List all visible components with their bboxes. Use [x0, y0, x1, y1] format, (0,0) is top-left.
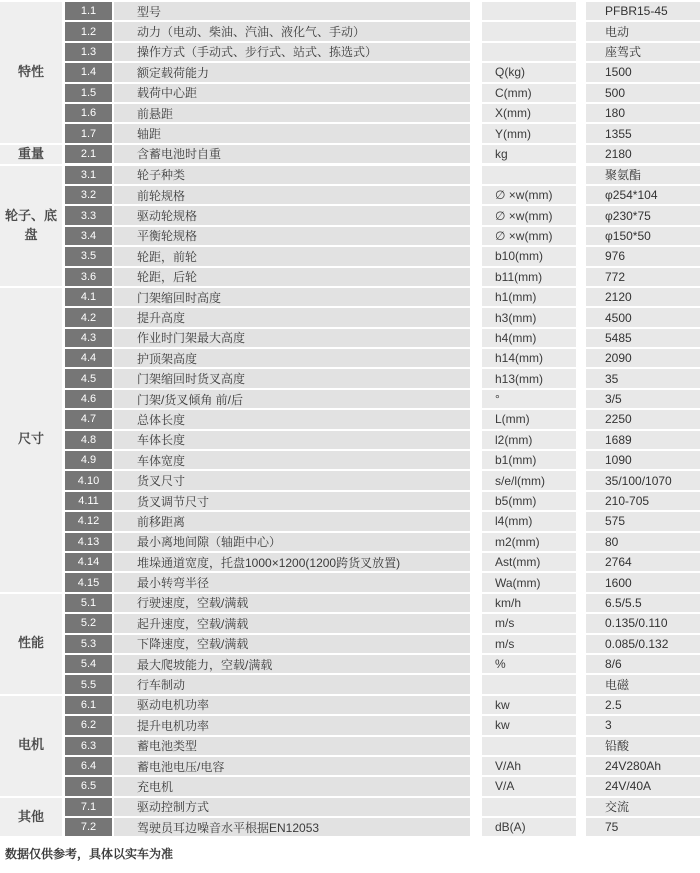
- spec-unit: Wa(mm): [482, 573, 576, 591]
- table-row: [65, 329, 700, 347]
- row-number-badge: 4.11: [65, 492, 112, 510]
- table-row: [65, 390, 700, 408]
- spec-unit: V/A: [482, 777, 576, 795]
- row-number-badge: 5.1: [65, 594, 112, 612]
- row-number-badge: 4.9: [65, 451, 112, 469]
- spec-value: 2090: [586, 349, 700, 367]
- spec-name: 动力（电动、柴油、汽油、液化气、手动）: [114, 22, 470, 40]
- spec-unit: [482, 166, 576, 184]
- spec-name: 驱动控制方式: [114, 798, 470, 816]
- row-number-badge: 6.4: [65, 757, 112, 775]
- row-number-badge: 6.2: [65, 716, 112, 734]
- table-row: [65, 227, 700, 245]
- row-number-badge: 1.7: [65, 124, 112, 142]
- row-number-badge: 4.13: [65, 533, 112, 551]
- row-number-badge: 6.1: [65, 696, 112, 714]
- row-number-badge: 4.4: [65, 349, 112, 367]
- spec-value: 电磁: [586, 675, 700, 693]
- row-number-badge: 4.12: [65, 512, 112, 530]
- spec-name: 型号: [114, 2, 470, 20]
- spec-value: 电动: [586, 22, 700, 40]
- spec-name: 作业时门架最大高度: [114, 329, 470, 347]
- row-number-badge: 4.10: [65, 471, 112, 489]
- row-number-badge: 1.6: [65, 104, 112, 122]
- spec-unit: m2(mm): [482, 533, 576, 551]
- spec-value: 0.135/0.110: [586, 614, 700, 632]
- spec-unit: V/Ah: [482, 757, 576, 775]
- spec-value: 3/5: [586, 390, 700, 408]
- spec-unit: %: [482, 655, 576, 673]
- spec-unit: Y(mm): [482, 124, 576, 142]
- table-row: [65, 2, 700, 20]
- spec-unit: [482, 737, 576, 755]
- spec-unit: [482, 675, 576, 693]
- row-number-badge: 3.3: [65, 206, 112, 224]
- spec-name: 门架缩回时高度: [114, 288, 470, 306]
- spec-value: 1689: [586, 431, 700, 449]
- row-number-badge: 5.5: [65, 675, 112, 693]
- spec-unit: l2(mm): [482, 431, 576, 449]
- table-row: [65, 655, 700, 673]
- category-cell: 尺寸: [0, 288, 62, 592]
- spec-unit: ∅ ×w(mm): [482, 186, 576, 204]
- spec-section-others: [0, 798, 700, 837]
- row-number-badge: 4.2: [65, 308, 112, 326]
- table-row: [65, 757, 700, 775]
- spec-value: 2120: [586, 288, 700, 306]
- table-row: [65, 166, 700, 184]
- spec-value: PFBR15-45: [586, 2, 700, 20]
- spec-name: 操作方式（手动式、步行式、站式、拣选式）: [114, 43, 470, 61]
- row-number-badge: 1.3: [65, 43, 112, 61]
- table-row: [65, 777, 700, 795]
- spec-value: 2764: [586, 553, 700, 571]
- spec-name: 额定载荷能力: [114, 63, 470, 81]
- row-number-badge: 1.4: [65, 63, 112, 81]
- spec-name: 行驶速度，空载/满载: [114, 594, 470, 612]
- spec-unit: [482, 22, 576, 40]
- spec-name: 轮子种类: [114, 166, 470, 184]
- spec-unit: [482, 2, 576, 20]
- spec-name: 提升电机功率: [114, 716, 470, 734]
- spec-value: 6.5/5.5: [586, 594, 700, 612]
- spec-value: 1090: [586, 451, 700, 469]
- spec-unit: h3(mm): [482, 308, 576, 326]
- row-number-badge: 1.1: [65, 2, 112, 20]
- row-number-badge: 4.3: [65, 329, 112, 347]
- spec-name: 平衡轮规格: [114, 227, 470, 245]
- spec-value: 4500: [586, 308, 700, 326]
- row-number-badge: 7.2: [65, 818, 112, 836]
- spec-value: 35/100/1070: [586, 471, 700, 489]
- spec-value: 2.5: [586, 696, 700, 714]
- table-row: [65, 22, 700, 40]
- table-row: [65, 798, 700, 816]
- spec-name: 轮距，后轮: [114, 268, 470, 286]
- spec-name: 驱动轮规格: [114, 206, 470, 224]
- spec-value: 聚氨酯: [586, 166, 700, 184]
- table-row: [65, 43, 700, 61]
- spec-name: 车体长度: [114, 431, 470, 449]
- table-row: [65, 451, 700, 469]
- spec-value: 75: [586, 818, 700, 836]
- spec-value: 210-705: [586, 492, 700, 510]
- spec-unit: dB(A): [482, 818, 576, 836]
- spec-name: 最小转弯半径: [114, 573, 470, 591]
- spec-value: 180: [586, 104, 700, 122]
- table-row: [65, 124, 700, 142]
- spec-section-performance: [0, 594, 700, 694]
- spec-unit: kw: [482, 716, 576, 734]
- table-row: [65, 63, 700, 81]
- spec-unit: s/e/l(mm): [482, 471, 576, 489]
- table-row: [65, 104, 700, 122]
- row-number-badge: 3.5: [65, 247, 112, 265]
- spec-unit: °: [482, 390, 576, 408]
- spec-name: 前悬距: [114, 104, 470, 122]
- spec-name: 驱动电机功率: [114, 696, 470, 714]
- spec-unit: kg: [482, 145, 576, 163]
- spec-value: 1600: [586, 573, 700, 591]
- spec-value: 2180: [586, 145, 700, 163]
- spec-unit: ∅ ×w(mm): [482, 227, 576, 245]
- row-number-badge: 4.7: [65, 410, 112, 428]
- spec-name: 前轮规格: [114, 186, 470, 204]
- spec-unit: b10(mm): [482, 247, 576, 265]
- spec-name: 车体宽度: [114, 451, 470, 469]
- spec-name: 轴距: [114, 124, 470, 142]
- table-row: [65, 635, 700, 653]
- spec-name: 含蓄电池时自重: [114, 145, 470, 163]
- table-row: [65, 410, 700, 428]
- spec-name: 蓄电池类型: [114, 737, 470, 755]
- table-row: [65, 186, 700, 204]
- spec-unit: b11(mm): [482, 268, 576, 286]
- spec-value: φ150*50: [586, 227, 700, 245]
- row-number-badge: 6.5: [65, 777, 112, 795]
- spec-unit: h13(mm): [482, 369, 576, 387]
- table-row: [65, 349, 700, 367]
- spec-name: 下降速度，空载/满载: [114, 635, 470, 653]
- table-row: [65, 84, 700, 102]
- spec-unit: ∅ ×w(mm): [482, 206, 576, 224]
- table-row: [65, 471, 700, 489]
- spec-unit: [482, 798, 576, 816]
- spec-unit: h1(mm): [482, 288, 576, 306]
- spec-value: 24V280Ah: [586, 757, 700, 775]
- spec-value: 铅酸: [586, 737, 700, 755]
- row-number-badge: 3.1: [65, 166, 112, 184]
- table-row: [65, 716, 700, 734]
- spec-name: 最大爬坡能力，空载/满载: [114, 655, 470, 673]
- row-number-badge: 4.6: [65, 390, 112, 408]
- spec-name: 货叉尺寸: [114, 471, 470, 489]
- spec-name: 充电机: [114, 777, 470, 795]
- spec-value: 500: [586, 84, 700, 102]
- spec-unit: m/s: [482, 635, 576, 653]
- spec-name: 驾驶员耳边噪音水平根据EN12053: [114, 818, 470, 836]
- spec-name: 门架/货叉倾角 前/后: [114, 390, 470, 408]
- spec-value: 交流: [586, 798, 700, 816]
- spec-value: 3: [586, 716, 700, 734]
- row-number-badge: 5.4: [65, 655, 112, 673]
- spec-unit: m/s: [482, 614, 576, 632]
- spec-unit: b5(mm): [482, 492, 576, 510]
- row-number-badge: 6.3: [65, 737, 112, 755]
- table-row: [65, 696, 700, 714]
- table-row: [65, 431, 700, 449]
- spec-value: 座驾式: [586, 43, 700, 61]
- spec-value: 772: [586, 268, 700, 286]
- spec-value: φ230*75: [586, 206, 700, 224]
- row-number-badge: 1.5: [65, 84, 112, 102]
- table-row: [65, 675, 700, 693]
- spec-name: 护顶架高度: [114, 349, 470, 367]
- row-number-badge: 1.2: [65, 22, 112, 40]
- category-cell: 重量: [0, 145, 62, 164]
- spec-unit: b1(mm): [482, 451, 576, 469]
- spec-unit: X(mm): [482, 104, 576, 122]
- table-row: [65, 288, 700, 306]
- table-row: [65, 614, 700, 632]
- row-number-badge: 4.14: [65, 553, 112, 571]
- table-row: [65, 206, 700, 224]
- spec-value: 80: [586, 533, 700, 551]
- spec-value: 976: [586, 247, 700, 265]
- spec-section-wheels-chassis: [0, 166, 700, 286]
- table-row: [65, 553, 700, 571]
- spec-unit: L(mm): [482, 410, 576, 428]
- spec-value: 2250: [586, 410, 700, 428]
- spec-value: 1355: [586, 124, 700, 142]
- spec-unit: l4(mm): [482, 512, 576, 530]
- row-number-badge: 7.1: [65, 798, 112, 816]
- spec-name: 载荷中心距: [114, 84, 470, 102]
- category-cell: 特性: [0, 2, 62, 143]
- spec-section-motor: [0, 696, 700, 796]
- category-cell: 其他: [0, 798, 62, 837]
- table-row: [65, 737, 700, 755]
- spec-name: 起升速度，空载/满载: [114, 614, 470, 632]
- table-row: [65, 145, 700, 163]
- table-row: [65, 512, 700, 530]
- table-row: [65, 594, 700, 612]
- spec-unit: kw: [482, 696, 576, 714]
- spec-value: φ254*104: [586, 186, 700, 204]
- spec-name: 提升高度: [114, 308, 470, 326]
- spec-name: 轮距，前轮: [114, 247, 470, 265]
- spec-section-characteristics: [0, 2, 700, 143]
- spec-value: 1500: [586, 63, 700, 81]
- spec-value: 24V/40A: [586, 777, 700, 795]
- footer-note: 数据仅供参考，具体以实车为准: [5, 847, 174, 862]
- spec-unit: Q(kg): [482, 63, 576, 81]
- table-row: [65, 268, 700, 286]
- category-cell: 性能: [0, 594, 62, 694]
- spec-unit: h4(mm): [482, 329, 576, 347]
- spec-name: 最小离地间隙（轴距中心）: [114, 533, 470, 551]
- row-number-badge: 5.3: [65, 635, 112, 653]
- row-number-badge: 3.6: [65, 268, 112, 286]
- spec-name: 蓄电池电压/电容: [114, 757, 470, 775]
- row-number-badge: 4.1: [65, 288, 112, 306]
- row-number-badge: 4.15: [65, 573, 112, 591]
- spec-unit: km/h: [482, 594, 576, 612]
- spec-value: 5485: [586, 329, 700, 347]
- spec-name: 前移距离: [114, 512, 470, 530]
- category-cell: 电机: [0, 696, 62, 796]
- spec-unit: h14(mm): [482, 349, 576, 367]
- row-number-badge: 3.4: [65, 227, 112, 245]
- spec-section-dimensions: [0, 288, 700, 592]
- spec-value: 35: [586, 369, 700, 387]
- table-row: [65, 492, 700, 510]
- spec-unit: C(mm): [482, 84, 576, 102]
- spec-value: 8/6: [586, 655, 700, 673]
- table-row: [65, 308, 700, 326]
- spec-name: 堆垛通道宽度，托盘1000×1200(1200跨货叉放置): [114, 553, 470, 571]
- spec-value: 0.085/0.132: [586, 635, 700, 653]
- table-row: [65, 369, 700, 387]
- spec-name: 行车制动: [114, 675, 470, 693]
- table-row: [65, 818, 700, 836]
- row-number-badge: 5.2: [65, 614, 112, 632]
- spec-unit: [482, 43, 576, 61]
- spec-section-weight: [0, 145, 700, 164]
- row-number-badge: 4.8: [65, 431, 112, 449]
- table-row: [65, 573, 700, 591]
- table-row: [65, 247, 700, 265]
- row-number-badge: 3.2: [65, 186, 112, 204]
- row-number-badge: 4.5: [65, 369, 112, 387]
- spec-value: 575: [586, 512, 700, 530]
- spec-name: 总体长度: [114, 410, 470, 428]
- spec-name: 货叉调节尺寸: [114, 492, 470, 510]
- table-row: [65, 533, 700, 551]
- spec-unit: Ast(mm): [482, 553, 576, 571]
- row-number-badge: 2.1: [65, 145, 112, 163]
- category-cell: 轮子、底盘: [0, 166, 62, 286]
- spec-name: 门架缩回时货叉高度: [114, 369, 470, 387]
